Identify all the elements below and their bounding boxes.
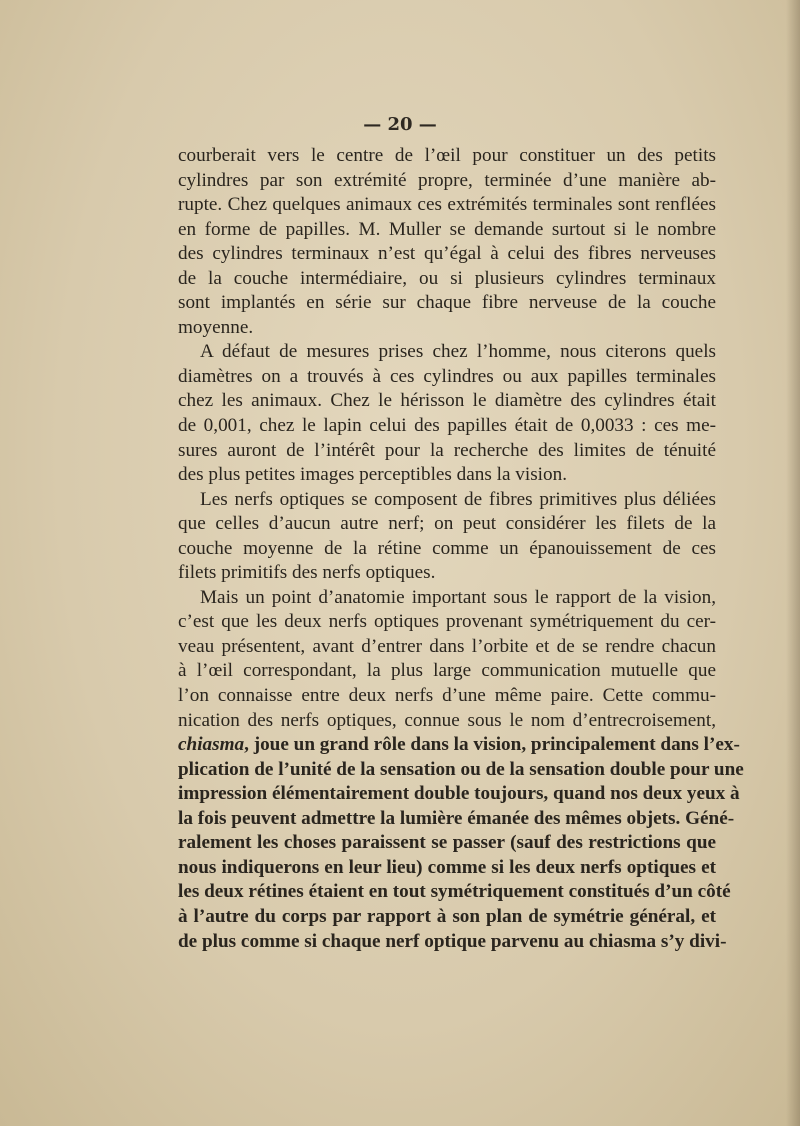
text-line: cylindres par son extrémité propre, terminée d’une manière ab- [178,169,716,191]
text-line: sures auront de l’intérêt pour la recherche des limites de ténuité [178,439,716,461]
text-line: en forme de papilles. M. Muller se demande surtout si le nombre [178,218,716,240]
text-line: rupte. Chez quelques animaux ces extrémités terminales sont renflées [178,194,716,216]
text-line: les deux rétines étaient en tout symétriquement constitués d’un côté [178,881,731,903]
text-line: filets primitifs des nerfs optiques. [178,562,436,584]
text-line: moyenne. [178,316,254,338]
text-line: la fois peuvent admettre la lumière émanée des mêmes objets. Géné- [178,807,735,829]
text-line: de 0,001, chez le lapin celui des papilles était de 0,0033 : ces me- [178,415,716,437]
text-line: c’est que les deux nerfs optiques provenant symétriquement du cer- [178,611,716,633]
text-line: veau présentent, avant d’entrer dans l’orbite et de se rendre chacun [178,635,716,657]
text-line: chiasma, joue un grand rôle dans la vision, principalement dans l’ex- [178,734,740,756]
text-line: A défaut de mesures prises chez l’homme, nous citerons quels [200,341,716,363]
text-line: que celles d’aucun autre nerf; on peut considérer les filets de la [178,513,716,535]
body-text [178,144,744,954]
emphasized-term: chiasma [178,734,245,756]
page-number: — 20 — [363,114,437,135]
text-line: des cylindres terminaux n’est qu’égal à celui des fibres nerveuses [178,243,716,265]
text-line: de plus comme si chaque nerf optique parvenu au chiasma s’y divi- [178,930,727,952]
text-line: couche moyenne de la rétine comme un épanouissement de ces [178,537,716,559]
text-line: impression élémentairement double toujours, quand nos deux yeux à [178,783,740,805]
text-line: nication des nerfs optiques, connue sous le nom d’entrecroisement, [178,709,716,731]
text-line: plication de l’unité de la sensation ou de la sensation double pour une [178,758,744,780]
text-line: diamètres on a trouvés à ces cylindres ou aux papilles terminales [178,365,716,387]
text-line: des plus petites images perceptibles dans la vision. [178,464,567,486]
text-line: chez les animaux. Chez le hérisson le diamètre des cylindres était [178,390,716,412]
text-line: de la couche intermédiaire, ou si plusieurs cylindres terminaux [178,267,716,289]
text-line: Les nerfs optiques se composent de fibres primitives plus déliées [200,488,716,510]
text-line: courberait vers le centre de l’œil pour constituer un des petits [178,145,716,166]
text-line: à l’autre du corps par rapport à son plan de symétrie général, et [178,905,716,927]
text-line: sont implantés en série sur chaque fibre nerveuse de la couche [178,292,716,314]
text-line: à l’œil correspondant, la plus large communication mutuelle que [178,660,716,682]
text-line: nous indiquerons en leur lieu) comme si les deux nerfs optiques et [178,856,716,878]
text-line: l’on connaisse entre deux nerfs d’une même paire. Cette commu- [178,685,716,707]
text-line: Mais un point d’anatomie important sous le rapport de la vision, [200,586,716,608]
text-line: ralement les choses paraissent se passer (sauf des restrictions que [178,832,716,854]
page-edge-shadow [786,0,800,1126]
